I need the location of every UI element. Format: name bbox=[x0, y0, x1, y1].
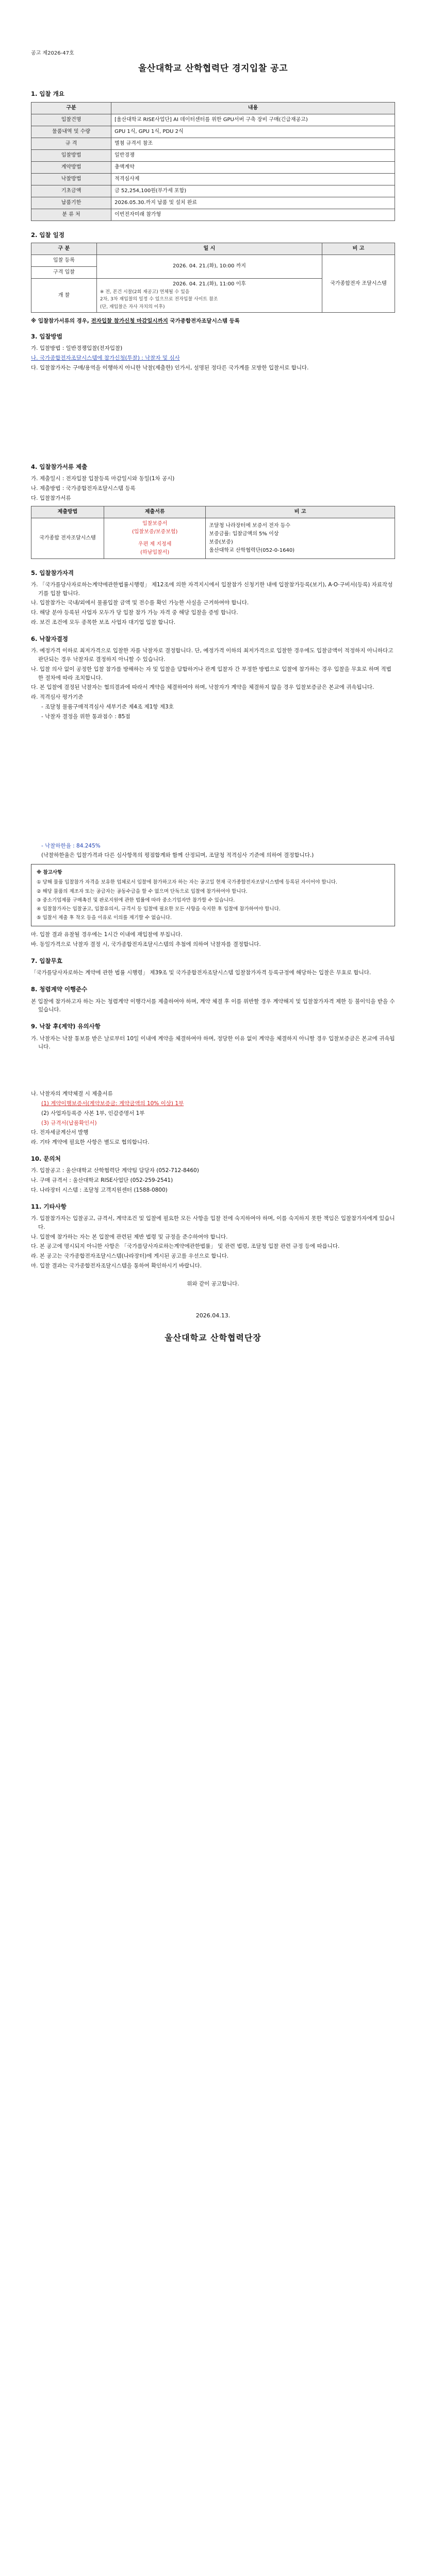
list-item bbox=[31, 713, 395, 721]
submit-docs bbox=[104, 518, 206, 558]
list-item: 나. 입찰참가는 국내/외에서 물품입찰 금액 및 전수를 확인 가능한 사실을 근거하여야 합니다. bbox=[31, 600, 249, 606]
list-item: 다. 본 공고에 명시되지 아니한 사항은 「국가를당사자로하는계약에관한법률」 및 관련 법령, 조달청 입찰 관련 규정 등에 따릅니다. bbox=[31, 1243, 340, 1250]
list-item: 가. 입찰참가자는 입찰공고, 규격서, 계약조건 및 입찰에 필요한 모든 사항을 입찰 전에 숙지하여야 하며, 이를 숙지하지 못한 책임은 입찰참가자에게 있습니다. bbox=[31, 1215, 395, 1230]
table-row bbox=[31, 197, 395, 209]
list-item: (1) 계약이행보증서(계약보증금: 계약금액의 10% 이상) 1부 bbox=[41, 1100, 184, 1107]
list-item: 나. 입찰 의사 없이 공정한 입찰 참가를 방해하는 자 및 입찰을 담합하거나 관계 입찰자 간 부정한 방법으로 입찰에 참가하는 경우 입찰을 무효로 하며 적법한 절차에 따라 조치합니다. bbox=[31, 666, 391, 681]
table-row bbox=[31, 138, 395, 149]
list-item: 가. 입찰공고 : 울산대학교 산학협력단 계약팀 담당자 (052-712-8460) bbox=[31, 1167, 199, 1174]
table-header: 제출방법 bbox=[31, 506, 104, 518]
spacer bbox=[31, 722, 395, 841]
list-item: 라. 적격심사 평가기준 bbox=[31, 694, 84, 701]
table-row bbox=[31, 126, 395, 138]
section-7-title: 7. 입찰무효 bbox=[31, 957, 62, 964]
row-key: 낙찰방법 bbox=[31, 173, 111, 185]
table-row bbox=[31, 173, 395, 185]
section-3-title: 3. 입찰방법 bbox=[31, 332, 62, 340]
list-item: 라. 기타 계약에 필요한 사항은 별도로 협의합니다. bbox=[31, 1139, 150, 1146]
row-value: 총액계약 bbox=[111, 161, 395, 173]
table-row bbox=[31, 114, 395, 126]
list-item: - 조달청 물품구매적격심사 세부기준 제4조 제1항 제3호 bbox=[41, 704, 174, 710]
documents-table bbox=[31, 506, 395, 559]
row-value bbox=[96, 278, 322, 312]
list-item: 가. 낙찰자는 낙찰 통보를 받은 날로부터 10일 이내에 계약을 체결하여야 하며, 정당한 이유 없이 계약을 체결하지 아니할 경우 입찰보증금은 본교에 귀속됩니다. bbox=[31, 1035, 395, 1050]
row-value: 이번전자미래 참가형 bbox=[111, 209, 395, 221]
row-key: 구격 입찰 bbox=[31, 266, 97, 278]
note-line: ④ 입찰참가자는 입찰공고, 입찰유의서, 규격서 등 입찰에 필요한 모든 사항을 숙지한 후 입찰에 참가하여야 합니다. bbox=[37, 906, 281, 912]
footnote-emphasis: 전자입찰 참가신청 마감일시까지 bbox=[91, 318, 168, 325]
schedule-table bbox=[31, 243, 395, 313]
section-6-title: 6. 낙찰자결정 bbox=[31, 635, 68, 642]
remark-line: 울산대학교 산학협력단(052-0-1640) bbox=[209, 547, 295, 553]
row-key: 입찰 등록 bbox=[31, 255, 97, 266]
remark-line: 조달청 나라장터에 보증서 전자 등수 bbox=[209, 522, 291, 529]
table-header: 내용 bbox=[111, 102, 395, 114]
list-item: 나. 낙찰자의 계약체결 시 제출서류 bbox=[31, 1091, 113, 1097]
list-item: 라. 본 공고는 국가종합전자조달시스템(나라장터)에 게시된 공고를 우선으로 합니다. bbox=[31, 1253, 229, 1260]
list-item: 나. 구매 규격서 : 울산대학교 RISE사업단 (052-259-2541) bbox=[31, 1177, 173, 1184]
note-line: ⑤ 입찰서 제출 후 착오 등을 이유로 이의를 제기할 수 없습니다. bbox=[37, 915, 172, 921]
row-key: 분 류 처 bbox=[31, 209, 111, 221]
notes-heading: ※ 참고사항 bbox=[37, 870, 62, 876]
row-key: 계약방법 bbox=[31, 161, 111, 173]
list-item: (2) 사업자등록증 사본 1부, 인감증명서 1부 bbox=[41, 1110, 145, 1116]
table-row bbox=[31, 161, 395, 173]
list-item: 다. 전자세금계산서 발행 bbox=[31, 1129, 89, 1136]
list-item: 다. 입찰참가서류 bbox=[31, 495, 71, 501]
list-item: 다. 해당 분야 등록된 사업자 모두가 당 입찰 참가 가능 자격 중 해당 입찰을 증빙 합니다. bbox=[31, 609, 238, 616]
list-item: 나. 국가종합전자조달시스템에 참가신청(투찰) : 낙찰자 및 심사 bbox=[31, 355, 180, 362]
list-item: (3) 규격서(납품확인서) bbox=[41, 1120, 97, 1126]
list-item: 다. 나라장터 시스템 : 조달청 고객지원센터 (1588-0800) bbox=[31, 1187, 168, 1193]
row-key: 규 격 bbox=[31, 138, 111, 149]
issuer-signature: 울산대학교 산학협력단장 bbox=[165, 1333, 261, 1343]
lower-bound-value: - 낙찰하한율 : 84.245% bbox=[41, 842, 101, 849]
spacer bbox=[31, 1053, 395, 1089]
opening-note: ※ 전, 본건 시찰(2회 재공고) 연체될 수 있음 bbox=[100, 289, 190, 295]
list-item: 바. 동일가격으로 낙찰자 결정 시, 국가종합전자조달시스템의 추첨에 의하여 낙찰자를 결정합니다. bbox=[31, 941, 261, 948]
note-line: ③ 중소기업제품 구매촉진 및 판로지원에 관한 법률에 따라 중소기업자만 참가할 수 있습니다. bbox=[37, 897, 235, 903]
table-header: 제출서류 bbox=[104, 506, 206, 518]
note-line: ② 해당 물품의 제조자 또는 공급자는 공동수급을 할 수 없으며 단독으로 입찰에 참가하여야 합니다. bbox=[37, 888, 248, 894]
list-item: 다. 입찰참가자는 구매/용역을 이행하지 아니한 낙찰(제출한) 인가서, 설명된 정다른 국가계를 모방한 입찰서로 합니다. bbox=[31, 364, 309, 371]
list-item: 다. 본 입찰에 결정된 낙찰자는 협의결과에 따라서 계약을 체결하여야 하며, 낙찰자가 계약을 체결하지 않을 경우 입찰보증금은 본교에 귀속됩니다. bbox=[31, 684, 374, 691]
table-header: 일 시 bbox=[96, 243, 322, 255]
list-item: 나. 입찰에 참가하는 자는 본 입찰에 관련된 제반 법령 및 규정을 준수하여야 합니다. bbox=[31, 1233, 228, 1240]
notes-box bbox=[31, 864, 395, 926]
row-value: 적격심사제 bbox=[111, 173, 395, 185]
opening-time: 2026. 04. 21.(화), 11:00 이후 bbox=[172, 281, 246, 287]
overview-table bbox=[31, 102, 395, 221]
remark-line: 보증(보증) bbox=[209, 539, 233, 545]
table-header: 구 분 bbox=[31, 243, 97, 255]
row-value: GPU 1식, GPU 1식, PDU 2식 bbox=[111, 126, 395, 138]
list-item: 나. 제출방법 : 국가종합전자조달시스템 등록 bbox=[31, 485, 136, 492]
doc-name: (하남입찰서) bbox=[140, 549, 170, 555]
table-row bbox=[31, 102, 395, 114]
table-row bbox=[31, 243, 395, 255]
doc-name: (입찰보증/보증보험) bbox=[132, 529, 178, 535]
footnote-text: 국가종합전자조달시스템 등록 bbox=[168, 318, 240, 325]
row-value: 별첨 규격서 참조 bbox=[111, 138, 395, 149]
table-row bbox=[31, 506, 395, 518]
pass-score: - 낙찰자 결정을 위한 통과점수 : 85점 bbox=[41, 713, 130, 720]
footnote-text: ※ 입찰참가서류의 경우, bbox=[31, 318, 91, 325]
spacer bbox=[31, 374, 395, 456]
list-item: 가. 입찰방법 : 일반경쟁입찰(전자입찰) bbox=[31, 345, 123, 352]
row-value: 일반경쟁 bbox=[111, 149, 395, 161]
doc-name: 입찰보증서 bbox=[142, 520, 168, 527]
section-4-title: 4. 입찰참가서류 제출 bbox=[31, 463, 88, 470]
section-9-title: 9. 낙찰 후(계약) 유의사항 bbox=[31, 1023, 101, 1030]
row-key: 납품기한 bbox=[31, 197, 111, 209]
row-value: [울산대학교 RISE사업단] AI 데이터센터를 위한 GPU서버 구축 장비 구매(긴급재공고) bbox=[111, 114, 395, 126]
row-key: 입찰건명 bbox=[31, 114, 111, 126]
list-item: 가. 「국가를당사자로하는계약에관한법률시행령」 제12조에 의한 자격지시에서 입찰참가 신청기한 내에 입찰참가등록(보기), A·O·구비서(등록) 자료작성 기를 입찰 합니다. bbox=[31, 581, 393, 597]
list-item: 마. 입찰 결과 유찰될 경우에는 1시간 이내에 재입찰에 부칩니다. bbox=[31, 931, 183, 938]
section-11-title: 11. 기타사항 bbox=[31, 1202, 67, 1210]
document-title: 울산대학교 산학협력단 경지입찰 공고 bbox=[138, 63, 288, 74]
table-header: 구분 bbox=[31, 102, 111, 114]
row-value: 금 52,254,100원(부가세 포함) bbox=[111, 185, 395, 197]
doc-name: 우편 제 지정세 bbox=[138, 541, 172, 547]
table-row bbox=[31, 255, 395, 266]
row-key: 입찰방법 bbox=[31, 149, 111, 161]
row-key: 개 찰 bbox=[31, 278, 97, 312]
lower-bound-rate bbox=[31, 842, 395, 851]
schedule-footnote bbox=[31, 317, 395, 326]
section-1-title: 1. 입찰 개요 bbox=[31, 90, 64, 98]
remark-line: 보증금률: 입찰금액의 5% 이상 bbox=[209, 531, 279, 537]
table-row bbox=[31, 209, 395, 221]
submit-method: 국가종합 전자조달시스템 bbox=[31, 518, 104, 558]
closing-text: 위와 같이 공고합니다. bbox=[187, 1280, 239, 1287]
row-value: 2026. 04. 21.(화), 10:00 까지 bbox=[96, 255, 322, 278]
table-row bbox=[31, 518, 395, 558]
section-2-title: 2. 입찰 일정 bbox=[31, 231, 64, 239]
opening-note: (단, 재입찰은 자사 자치의 이후) bbox=[100, 304, 165, 310]
table-row bbox=[31, 185, 395, 197]
section-8-title: 8. 청렴계약 이행준수 bbox=[31, 986, 88, 993]
note-line: ① 당해 물품 입찰참가 자격을 보유한 업체로서 입찰에 참가하고자 하는 자는 공고일 현재 국가종합전자조달시스템에 등록된 자이어야 합니다. bbox=[37, 879, 337, 886]
submit-remark bbox=[206, 518, 395, 558]
section-10-title: 10. 문의처 bbox=[31, 1155, 61, 1162]
list-item: 라. 보건 조건에 모두 종목한 보조 사업자 대기업 입찰 합니다. bbox=[31, 619, 176, 626]
table-header: 비 고 bbox=[322, 243, 395, 255]
table-row bbox=[31, 149, 395, 161]
announcement-date: 2026.04.13. bbox=[195, 1312, 231, 1319]
row-value: 2026.05.30.까지 납품 및 설치 완료 bbox=[111, 197, 395, 209]
section-7-text: 「국가를당사자로하는 계약에 관한 법률 시행령」 제39조 및 국가종합전자조달시스템 입찰참가자격 등록규정에 해당하는 입찰은 무효로 합니다. bbox=[31, 970, 371, 976]
row-key: 물품내역 및 수량 bbox=[31, 126, 111, 138]
notice-number: 공고 제2026-47호 bbox=[31, 50, 74, 56]
row-remark: 국가종합전자 조달시스템 bbox=[322, 255, 395, 312]
list-item: 가. 예정가격 이하로 최저가격으로 입찰한 자를 낙찰자로 결정합니다. 단, 예정가격 이하의 최저가격으로 입찰한 경우에도 입찰금액이 적정하지 아니하다고 판단되는 경우 낙찰자로 결정하지 아니할 수 있습니다. bbox=[31, 648, 394, 663]
list-item: 가. 제출일시 : 전자입찰 입찰등록 마감일시와 동일(1차 공시) bbox=[31, 476, 175, 482]
table-header: 비 고 bbox=[206, 506, 395, 518]
row-key: 기초금액 bbox=[31, 185, 111, 197]
lower-bound-desc: (낙찰하한율은 입찰가격과 다른 심사항목의 평점합계와 함께 산정되며, 조달청 적격심사 기준에 의하여 결정합니다.) bbox=[41, 852, 314, 859]
list-item: 마. 입찰 결과는 국가종합전자조달시스템을 통하여 확인하시기 바랍니다. bbox=[31, 1263, 202, 1269]
section-5-title: 5. 입찰참가자격 bbox=[31, 569, 74, 577]
section-8-text: 본 입찰에 참가하고자 하는 자는 청렴계약 이행각서를 제출하여야 하며, 계약 체결 후 이를 위반할 경우 계약해지 및 입찰참가자격 제한 등 불이익을 받을 수 있습니다. bbox=[31, 998, 395, 1013]
opening-note: 2차, 3차 재입찰의 일정 수 있으므로 전자입찰 사이트 참조 bbox=[100, 297, 218, 302]
